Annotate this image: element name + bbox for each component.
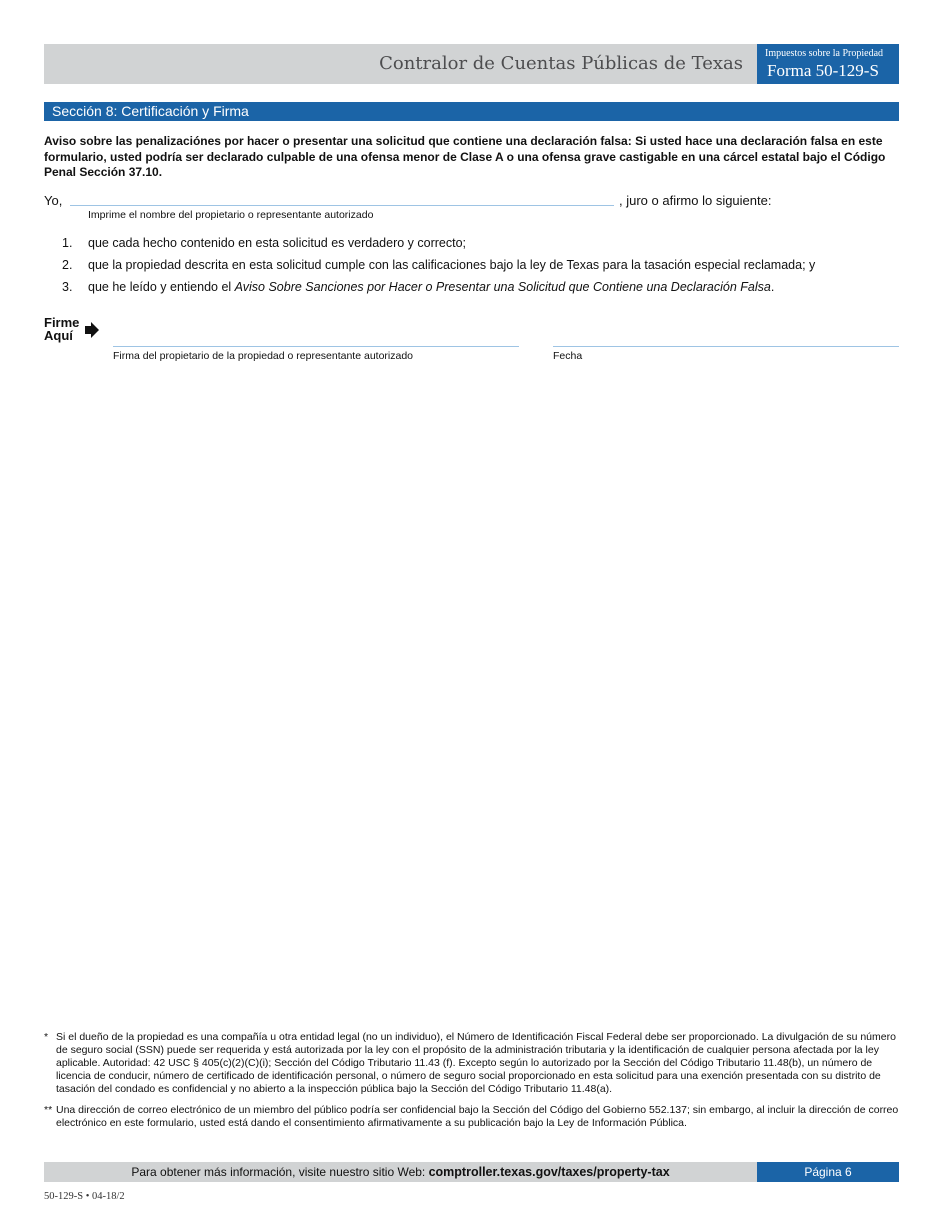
- statement-item: [62, 258, 815, 272]
- date-field[interactable]: [553, 346, 899, 347]
- sign-here-line1: Firme: [44, 315, 80, 330]
- footnote-mark: **: [44, 1104, 53, 1116]
- statement-notice-title: Aviso Sobre Sanciones por Hacer o Presentar una Solicitud que Contiene una Declaración Falsa: [234, 280, 771, 294]
- date-caption: Fecha: [553, 350, 583, 362]
- statement-text: que he leído y entiendo el: [88, 280, 235, 294]
- form-code: 50-129-S • 04-18/2: [44, 1191, 125, 1202]
- form-category: Impuestos sobre la Propiedad: [765, 48, 884, 59]
- footer-url-link[interactable]: comptroller.texas.gov/taxes/property-tax: [428, 1165, 670, 1179]
- oath-suffix: , juro o afirmo lo siguiente:: [619, 193, 772, 208]
- statement-item: [62, 280, 774, 294]
- footnote-mark: *: [44, 1031, 49, 1043]
- owner-name-field[interactable]: [70, 205, 614, 206]
- footnote-text: Una dirección de correo electrónico de un miembro del público podría ser confidencial bajo la Sección del Código del Gobierno 552.137; sin embargo, al incluir la dirección de correo electrónico en este formulario, usted está dando el consentimiento afirmativamente a su publicación bajo la Ley de Información Pública.: [56, 1104, 899, 1129]
- sign-here-line2: Aquí: [44, 328, 73, 343]
- footer-info: [44, 1162, 757, 1182]
- page-number: Página 6: [757, 1162, 899, 1182]
- arrow-right-icon: [85, 322, 99, 338]
- section-title: Sección 8: Certificación y Firma: [44, 102, 899, 121]
- oath-prefix: Yo,: [44, 193, 63, 208]
- penalty-warning: Aviso sobre las penalizaciónes por hacer o presentar una solicitud que contiene una declaración falsa: Si usted hace una declaración falsa en este formulario, usted podría ser declarado culpable de una ofensa menor de Clase A o una ofensa grave castigable en una cárcel estatal bajo el Código Penal Sección 37.10.: [44, 134, 886, 179]
- footnote: [44, 1031, 902, 1096]
- page-header: [44, 44, 899, 84]
- statement-end: .: [770, 280, 775, 294]
- sign-here-label: [44, 316, 79, 342]
- signature-caption: Firma del propietario de la propiedad o representante autorizado: [113, 350, 414, 362]
- statement-item: [62, 236, 466, 250]
- footnote-text: Si el dueño de la propiedad es una compañía u otra entidad legal (no un individuo), el Número de Identificación Fiscal Federal debe ser proporcionado. La divulgación de su número de seguro social (SSN) puede ser requerida y está autorizada por la ley con el propósito de la administración tributaria y la identificación de cualquier persona afectada por la ley aplicable. Autoridad: 42 USC § 405(c)(2)(C)(i); Sección del Código Tributario 11.43 (f). Excepto según lo autorizado por la Sección del Código Tributario 11.48(b), un número de licencia de conducir, número de certificado de identificación personal, o número de seguro social proporcionado en esta solicitud para una exención presentada con su distrito de tasación del condado es confidencial y no abierto a la inspección pública bajo la Sección del Código Tributario 11.48(a).: [56, 1031, 896, 1095]
- footnote: [44, 1104, 902, 1130]
- statement-number: 2.: [62, 258, 73, 272]
- statement-text: que la propiedad descrita en esta solicitud cumple con las calificaciones bajo la ley de Texas para la tasación especial reclamada; y: [88, 258, 816, 272]
- statement-number: 3.: [62, 280, 73, 294]
- owner-name-caption: Imprime el nombre del propietario o representante autorizado: [88, 209, 374, 221]
- form-id-box: [757, 44, 899, 84]
- signature-field[interactable]: [113, 346, 519, 347]
- statement-number: 1.: [62, 236, 73, 250]
- statement-text: que cada hecho contenido en esta solicitud es verdadero y correcto;: [88, 236, 467, 250]
- page-footer: [44, 1162, 899, 1182]
- form-number: Forma 50-129-S: [767, 61, 879, 80]
- footer-info-text: Para obtener más información, visite nuestro sitio Web:: [131, 1165, 429, 1179]
- agency-name: Contralor de Cuentas Públicas de Texas: [379, 53, 743, 74]
